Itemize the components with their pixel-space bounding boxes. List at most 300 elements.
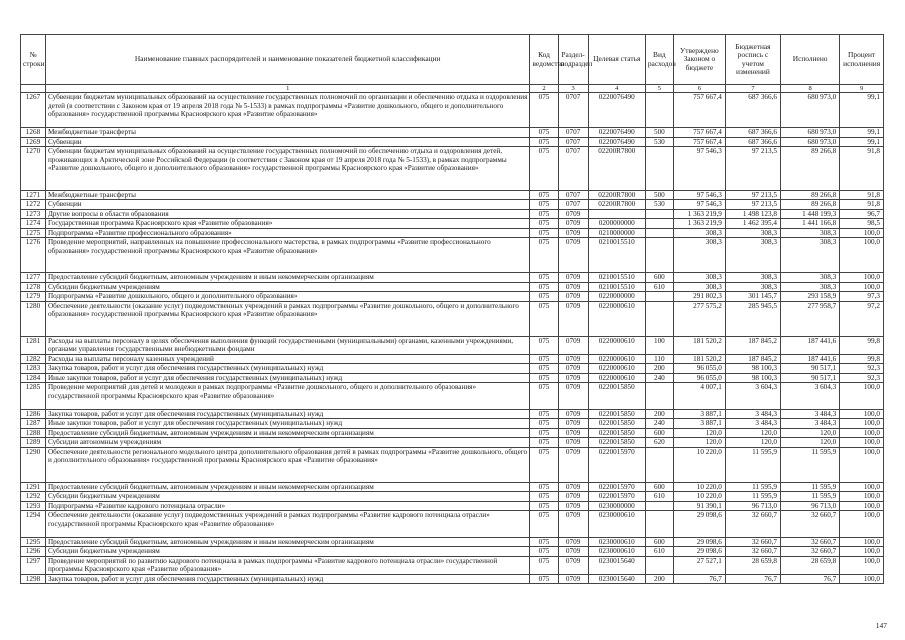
- budget-list-amount: 97 213,5: [725, 200, 780, 210]
- row-name: Другие вопросы в области образования: [45, 209, 530, 219]
- row-number: 1282: [21, 354, 46, 364]
- header-row-no: № строки: [21, 35, 46, 85]
- row-name: Закупка товаров, работ и услуг для обеспечения государственных (муниципальных) нужд: [45, 409, 530, 419]
- section-code: 0709: [558, 511, 588, 538]
- dept-code: 075: [530, 447, 558, 482]
- table-row: [21, 383, 884, 410]
- section-code: 0709: [558, 364, 588, 374]
- approved-amount: 10 220,0: [673, 447, 725, 482]
- expense-type: 600: [645, 273, 673, 283]
- table-row: [21, 428, 884, 438]
- budget-list-amount: 11 595,9: [725, 482, 780, 492]
- row-number: 1285: [21, 383, 46, 410]
- table-row: [21, 537, 884, 547]
- expense-type: [645, 228, 673, 238]
- target-code: 0220076490: [588, 137, 645, 147]
- index-cell: 6: [673, 85, 725, 93]
- percent-executed: 92,3: [840, 373, 884, 383]
- target-code: 0220015850: [588, 428, 645, 438]
- dept-code: 075: [530, 364, 558, 374]
- table-body: [21, 93, 884, 584]
- row-number: 1297: [21, 556, 46, 574]
- table-row: [21, 137, 884, 147]
- index-cell: 2: [530, 85, 558, 93]
- expense-type: [645, 219, 673, 229]
- row-number: 1274: [21, 219, 46, 229]
- dept-code: 075: [530, 373, 558, 383]
- row-number: 1269: [21, 137, 46, 147]
- budget-list-amount: 97 213,5: [725, 147, 780, 191]
- dept-code: 075: [530, 238, 558, 273]
- row-number: 1270: [21, 147, 46, 191]
- row-name: Обеспечение деятельности (оказание услуг) подведомственных учреждений в рамках подпрограммы «Развитие дошкольного, общего и дополнительного образования» государственной программы Красноярского края «Развитие образования»: [45, 301, 530, 336]
- approved-amount: 76,7: [673, 574, 725, 584]
- target-code: 02200R7800: [588, 200, 645, 210]
- section-code: 0709: [558, 547, 588, 557]
- index-cell: 1: [45, 85, 530, 93]
- budget-list-amount: 308,3: [725, 238, 780, 273]
- executed-amount: 76,7: [780, 574, 839, 584]
- row-number: 1275: [21, 228, 46, 238]
- percent-executed: 100,0: [840, 537, 884, 547]
- section-code: 0707: [558, 147, 588, 191]
- table-row: [21, 282, 884, 292]
- expense-type: 200: [645, 409, 673, 419]
- budget-list-amount: 120,0: [725, 428, 780, 438]
- dept-code: 075: [530, 409, 558, 419]
- budget-report-sheet: [20, 34, 884, 584]
- section-code: 0709: [558, 228, 588, 238]
- approved-amount: 10 220,0: [673, 482, 725, 492]
- approved-amount: 757 667,4: [673, 137, 725, 147]
- row-name: Государственная программа Красноярского края «Развитие образования»: [45, 219, 530, 229]
- target-code: 0200000000: [588, 219, 645, 229]
- section-code: 0709: [558, 447, 588, 482]
- budget-list-amount: 3 484,3: [725, 419, 780, 429]
- dept-code: 075: [530, 128, 558, 138]
- dept-code: 075: [530, 137, 558, 147]
- budget-list-amount: 98 100,3: [725, 373, 780, 383]
- budget-list-amount: 1 498 123,8: [725, 209, 780, 219]
- percent-executed: 99,1: [840, 93, 884, 128]
- table-row: [21, 419, 884, 429]
- table-row: [21, 273, 884, 283]
- row-name: Проведение мероприятий для детей и молодежи в рамках подпрограммы «Развитие дошкольного, общего и дополнительного образования» государственной программы Красноярского края «Развитие образования»: [45, 383, 530, 410]
- approved-amount: 1 363 219,9: [673, 219, 725, 229]
- approved-amount: 29 098,6: [673, 511, 725, 538]
- executed-amount: 89 266,8: [780, 147, 839, 191]
- percent-executed: 99,1: [840, 137, 884, 147]
- target-code: 0220000000: [588, 292, 645, 302]
- percent-executed: 98,5: [840, 219, 884, 229]
- header-target: Целевая статья: [588, 35, 645, 85]
- budget-list-amount: 32 660,7: [725, 537, 780, 547]
- expense-type: 200: [645, 364, 673, 374]
- dept-code: 075: [530, 209, 558, 219]
- approved-amount: 29 098,6: [673, 547, 725, 557]
- target-code: 0220076490: [588, 93, 645, 128]
- table-row: [21, 238, 884, 273]
- approved-amount: 96 055,0: [673, 364, 725, 374]
- executed-amount: 11 595,9: [780, 482, 839, 492]
- row-name: Предоставление субсидий бюджетным, автономным учреждениям и иным некоммерческим организациям: [45, 428, 530, 438]
- expense-type: 100: [645, 336, 673, 354]
- header-dept-code: Код ведомства: [530, 35, 558, 85]
- row-name: Субсидии автономным учреждениям: [45, 438, 530, 448]
- approved-amount: 1 363 219,9: [673, 209, 725, 219]
- expense-type: [645, 238, 673, 273]
- target-code: 0220015970: [588, 492, 645, 502]
- table-row: [21, 292, 884, 302]
- row-name: Субвенции бюджетам муниципальных образований на осуществление государственных полномочий по обеспечению отдыха и оздоровления детей, проживающих в Арктической зоне Российской Федерации (в соответствии с Законом края от 19 апреля 2018 года № 5-1533), в рамках подпрограммы «Развитие дошкольного, общего и дополнительного образования» государственной программы Красноярского края «Развитие образования»: [45, 147, 530, 191]
- header-approved: Утверждено Законом о бюджете: [673, 35, 725, 85]
- budget-list-amount: 32 660,7: [725, 511, 780, 538]
- row-number: 1292: [21, 492, 46, 502]
- section-code: 0709: [558, 336, 588, 354]
- dept-code: 075: [530, 492, 558, 502]
- executed-amount: 680 973,0: [780, 137, 839, 147]
- dept-code: 075: [530, 438, 558, 448]
- section-code: 0709: [558, 282, 588, 292]
- budget-list-amount: 308,3: [725, 273, 780, 283]
- executed-amount: 3 484,3: [780, 419, 839, 429]
- row-number: 1291: [21, 482, 46, 492]
- expense-type: 600: [645, 537, 673, 547]
- target-code: 0220015970: [588, 482, 645, 492]
- dept-code: 075: [530, 190, 558, 200]
- approved-amount: 181 520,2: [673, 336, 725, 354]
- target-code: 0210015510: [588, 282, 645, 292]
- target-code: 0220015850: [588, 419, 645, 429]
- budget-list-amount: 96 713,0: [725, 501, 780, 511]
- budget-list-amount: 120,0: [725, 438, 780, 448]
- row-name: Иные закупки товаров, работ и услуг для обеспечения государственных (муниципальных) нужд: [45, 373, 530, 383]
- row-number: 1280: [21, 301, 46, 336]
- section-code: 0709: [558, 354, 588, 364]
- target-code: 0220000610: [588, 354, 645, 364]
- expense-type: 200: [645, 574, 673, 584]
- approved-amount: 27 527,1: [673, 556, 725, 574]
- expense-type: 600: [645, 428, 673, 438]
- target-code: 0220076490: [588, 128, 645, 138]
- dept-code: 075: [530, 419, 558, 429]
- header-exp-type: Вид расходов: [645, 35, 673, 85]
- budget-list-amount: 3 604,3: [725, 383, 780, 410]
- table-row: [21, 447, 884, 482]
- row-number: 1283: [21, 364, 46, 374]
- target-code: 0230000610: [588, 537, 645, 547]
- dept-code: 075: [530, 354, 558, 364]
- table-row: [21, 147, 884, 191]
- expense-type: 530: [645, 200, 673, 210]
- approved-amount: 3 887,1: [673, 419, 725, 429]
- target-code: [588, 209, 645, 219]
- table-row: [21, 492, 884, 502]
- dept-code: 075: [530, 292, 558, 302]
- approved-amount: 96 055,0: [673, 373, 725, 383]
- budget-list-amount: 187 845,2: [725, 336, 780, 354]
- executed-amount: 680 973,0: [780, 128, 839, 138]
- dept-code: 075: [530, 228, 558, 238]
- target-code: 0230000610: [588, 511, 645, 538]
- section-code: 0709: [558, 438, 588, 448]
- header-percent: Процент исполнения: [840, 35, 884, 85]
- target-code: 02200R7800: [588, 190, 645, 200]
- page-number: 147: [875, 621, 887, 630]
- percent-executed: 100,0: [840, 501, 884, 511]
- approved-amount: 10 220,0: [673, 492, 725, 502]
- section-code: 0707: [558, 200, 588, 210]
- approved-amount: 308,3: [673, 228, 725, 238]
- approved-amount: 181 520,2: [673, 354, 725, 364]
- index-cell: 7: [725, 85, 780, 93]
- section-code: 0709: [558, 373, 588, 383]
- executed-amount: 277 958,7: [780, 301, 839, 336]
- target-code: 0230015640: [588, 556, 645, 574]
- row-number: 1268: [21, 128, 46, 138]
- expense-type: 610: [645, 492, 673, 502]
- section-code: 0709: [558, 292, 588, 302]
- budget-list-amount: 308,3: [725, 228, 780, 238]
- percent-executed: 100,0: [840, 547, 884, 557]
- dept-code: 075: [530, 547, 558, 557]
- executed-amount: 90 517,1: [780, 373, 839, 383]
- section-code: 0709: [558, 574, 588, 584]
- row-name: Межбюджетные трансферты: [45, 190, 530, 200]
- approved-amount: 4 007,1: [673, 383, 725, 410]
- row-name: Предоставление субсидий бюджетным, автономным учреждениям и иным некоммерческим организациям: [45, 482, 530, 492]
- row-number: 1284: [21, 373, 46, 383]
- budget-list-amount: 687 366,6: [725, 137, 780, 147]
- expense-type: 600: [645, 482, 673, 492]
- table-row: [21, 501, 884, 511]
- row-name: Закупка товаров, работ и услуг для обеспечения государственных (муниципальных) нужд: [45, 574, 530, 584]
- percent-executed: 100,0: [840, 228, 884, 238]
- target-code: 0220000610: [588, 364, 645, 374]
- executed-amount: 11 595,9: [780, 447, 839, 482]
- dept-code: 075: [530, 93, 558, 128]
- dept-code: 075: [530, 482, 558, 492]
- budget-list-amount: 98 100,3: [725, 364, 780, 374]
- percent-executed: 92,3: [840, 364, 884, 374]
- executed-amount: 90 517,1: [780, 364, 839, 374]
- percent-executed: 100,0: [840, 511, 884, 538]
- executed-amount: 32 660,7: [780, 511, 839, 538]
- row-number: 1294: [21, 511, 46, 538]
- section-code: 0709: [558, 492, 588, 502]
- percent-executed: 100,0: [840, 574, 884, 584]
- approved-amount: 308,3: [673, 238, 725, 273]
- expense-type: [645, 147, 673, 191]
- expense-type: 530: [645, 137, 673, 147]
- approved-amount: 3 887,1: [673, 409, 725, 419]
- row-number: 1289: [21, 438, 46, 448]
- section-code: 0707: [558, 137, 588, 147]
- section-code: 0707: [558, 128, 588, 138]
- percent-executed: 100,0: [840, 273, 884, 283]
- section-code: 0709: [558, 419, 588, 429]
- budget-list-amount: 187 845,2: [725, 354, 780, 364]
- approved-amount: 291 802,3: [673, 292, 725, 302]
- target-code: 0210015510: [588, 238, 645, 273]
- expense-type: [645, 447, 673, 482]
- table-row: [21, 336, 884, 354]
- row-number: 1267: [21, 93, 46, 128]
- index-cell: 4: [588, 85, 645, 93]
- table-row: [21, 482, 884, 492]
- table-row: [21, 228, 884, 238]
- column-index-row: [21, 85, 884, 93]
- approved-amount: 29 098,6: [673, 537, 725, 547]
- approved-amount: 757 667,4: [673, 93, 725, 128]
- executed-amount: 120,0: [780, 428, 839, 438]
- row-name: Субсидии бюджетным учреждениям: [45, 492, 530, 502]
- header-budget-list: Бюджетная роспись с учетом изменений: [725, 35, 780, 85]
- row-number: 1296: [21, 547, 46, 557]
- table-row: [21, 511, 884, 538]
- expense-type: [645, 501, 673, 511]
- budget-list-amount: 687 366,6: [725, 93, 780, 128]
- section-code: 0707: [558, 190, 588, 200]
- dept-code: 075: [530, 219, 558, 229]
- executed-amount: 308,3: [780, 238, 839, 273]
- header-section: Раздел-подраздел: [558, 35, 588, 85]
- index-cell: 9: [840, 85, 884, 93]
- percent-executed: 91,8: [840, 190, 884, 200]
- section-code: 0709: [558, 383, 588, 410]
- target-code: 0230015640: [588, 574, 645, 584]
- budget-list-amount: 76,7: [725, 574, 780, 584]
- row-number: 1293: [21, 501, 46, 511]
- percent-executed: 100,0: [840, 556, 884, 574]
- row-name: Закупка товаров, работ и услуг для обеспечения государственных (муниципальных) нужд: [45, 364, 530, 374]
- section-code: 0709: [558, 301, 588, 336]
- table-row: [21, 301, 884, 336]
- executed-amount: 89 266,8: [780, 200, 839, 210]
- budget-list-amount: 3 484,3: [725, 409, 780, 419]
- row-number: 1295: [21, 537, 46, 547]
- expense-type: [645, 383, 673, 410]
- budget-list-amount: 11 595,9: [725, 447, 780, 482]
- budget-table: [20, 34, 884, 584]
- table-row: [21, 556, 884, 574]
- row-number: 1288: [21, 428, 46, 438]
- row-number: 1290: [21, 447, 46, 482]
- approved-amount: 97 546,3: [673, 190, 725, 200]
- executed-amount: 3 484,3: [780, 409, 839, 419]
- budget-list-amount: 11 595,9: [725, 492, 780, 502]
- percent-executed: 99,8: [840, 354, 884, 364]
- percent-executed: 99,1: [840, 128, 884, 138]
- executed-amount: 32 660,7: [780, 537, 839, 547]
- header-name: Наименование главных распорядителей и наименование показателей бюджетной классификации: [45, 35, 530, 85]
- percent-executed: 100,0: [840, 238, 884, 273]
- expense-type: 610: [645, 547, 673, 557]
- row-name: Иные закупки товаров, работ и услуг для обеспечения государственных (муниципальных) нужд: [45, 419, 530, 429]
- expense-type: [645, 511, 673, 538]
- executed-amount: 28 659,8: [780, 556, 839, 574]
- expense-type: 620: [645, 438, 673, 448]
- expense-type: 110: [645, 354, 673, 364]
- row-number: 1298: [21, 574, 46, 584]
- header-row: [21, 35, 884, 85]
- table-row: [21, 209, 884, 219]
- expense-type: 240: [645, 419, 673, 429]
- expense-type: 500: [645, 128, 673, 138]
- percent-executed: 100,0: [840, 383, 884, 410]
- row-name: Обеспечение деятельности (оказание услуг) подведомственных учреждений в рамках подпрограммы «Развитие кадрового потенциала отрасли» государственной программы Красноярского края «Развитие образования»: [45, 511, 530, 538]
- target-code: 0230000610: [588, 547, 645, 557]
- row-name: Предоставление субсидий бюджетным, автономным учреждениям и иным некоммерческим организациям: [45, 537, 530, 547]
- target-code: 0230000000: [588, 501, 645, 511]
- target-code: 0220015970: [588, 447, 645, 482]
- target-code: 0220000610: [588, 301, 645, 336]
- dept-code: 075: [530, 147, 558, 191]
- row-name: Субсидии бюджетным учреждениям: [45, 282, 530, 292]
- row-number: 1271: [21, 190, 46, 200]
- budget-list-amount: 687 366,6: [725, 128, 780, 138]
- dept-code: 075: [530, 336, 558, 354]
- table-row: [21, 200, 884, 210]
- row-name: Субвенции бюджетам муниципальных образований на осуществление государственных полномочий по организации и обеспечению отдыха и оздоровления детей (в соответствии с Законом края от 19 апреля 2018 года № 5-1533) в рамках подпрограммы «Развитие дошкольного, общего и дополнительного образования» государственной программы Красноярского края «Развитие образования»: [45, 93, 530, 128]
- table-row: [21, 93, 884, 128]
- row-name: Проведение мероприятий по развитию кадрового потенциала в рамках подпрограммы «Развитие кадрового потенциала отрасли» государственной программы Красноярского края «Развитие образования»: [45, 556, 530, 574]
- index-cell: 5: [645, 85, 673, 93]
- dept-code: 075: [530, 428, 558, 438]
- budget-list-amount: 97 213,5: [725, 190, 780, 200]
- table-row: [21, 364, 884, 374]
- target-code: 0220000610: [588, 373, 645, 383]
- percent-executed: 100,0: [840, 282, 884, 292]
- percent-executed: 96,7: [840, 209, 884, 219]
- dept-code: 075: [530, 511, 558, 538]
- approved-amount: 308,3: [673, 282, 725, 292]
- row-name: Субвенции: [45, 200, 530, 210]
- row-name: Подпрограмма «Развитие профессионального образования»: [45, 228, 530, 238]
- executed-amount: 187 441,6: [780, 354, 839, 364]
- index-cell: 8: [780, 85, 839, 93]
- section-code: 0709: [558, 273, 588, 283]
- executed-amount: 1 441 166,8: [780, 219, 839, 229]
- table-row: [21, 128, 884, 138]
- row-name: Расходы на выплаты персоналу в целях обеспечения выполнения функций государственными (муниципальными) органами, казенными учреждениями, органами управления государственными внебюджетными фондами: [45, 336, 530, 354]
- expense-type: [645, 93, 673, 128]
- target-code: 0220000610: [588, 336, 645, 354]
- approved-amount: 97 546,3: [673, 200, 725, 210]
- dept-code: 075: [530, 501, 558, 511]
- approved-amount: 97 546,3: [673, 147, 725, 191]
- target-code: 0210015510: [588, 273, 645, 283]
- dept-code: 075: [530, 273, 558, 283]
- executed-amount: 308,3: [780, 282, 839, 292]
- section-code: 0707: [558, 93, 588, 128]
- table-row: [21, 190, 884, 200]
- percent-executed: 100,0: [840, 482, 884, 492]
- executed-amount: 293 158,9: [780, 292, 839, 302]
- percent-executed: 100,0: [840, 492, 884, 502]
- expense-type: [645, 292, 673, 302]
- budget-list-amount: 308,3: [725, 282, 780, 292]
- approved-amount: 120,0: [673, 428, 725, 438]
- executed-amount: 96 713,0: [780, 501, 839, 511]
- table-row: [21, 354, 884, 364]
- percent-executed: 100,0: [840, 419, 884, 429]
- table-row: [21, 409, 884, 419]
- executed-amount: 120,0: [780, 438, 839, 448]
- target-code: 0220015850: [588, 383, 645, 410]
- row-name: Проведение мероприятий, направленных на повышение профессионального мастерства, в рамках подпрограммы «Развитие профессионального образования» государственной программы Красноярского края «Развитие образования»: [45, 238, 530, 273]
- executed-amount: 89 266,8: [780, 190, 839, 200]
